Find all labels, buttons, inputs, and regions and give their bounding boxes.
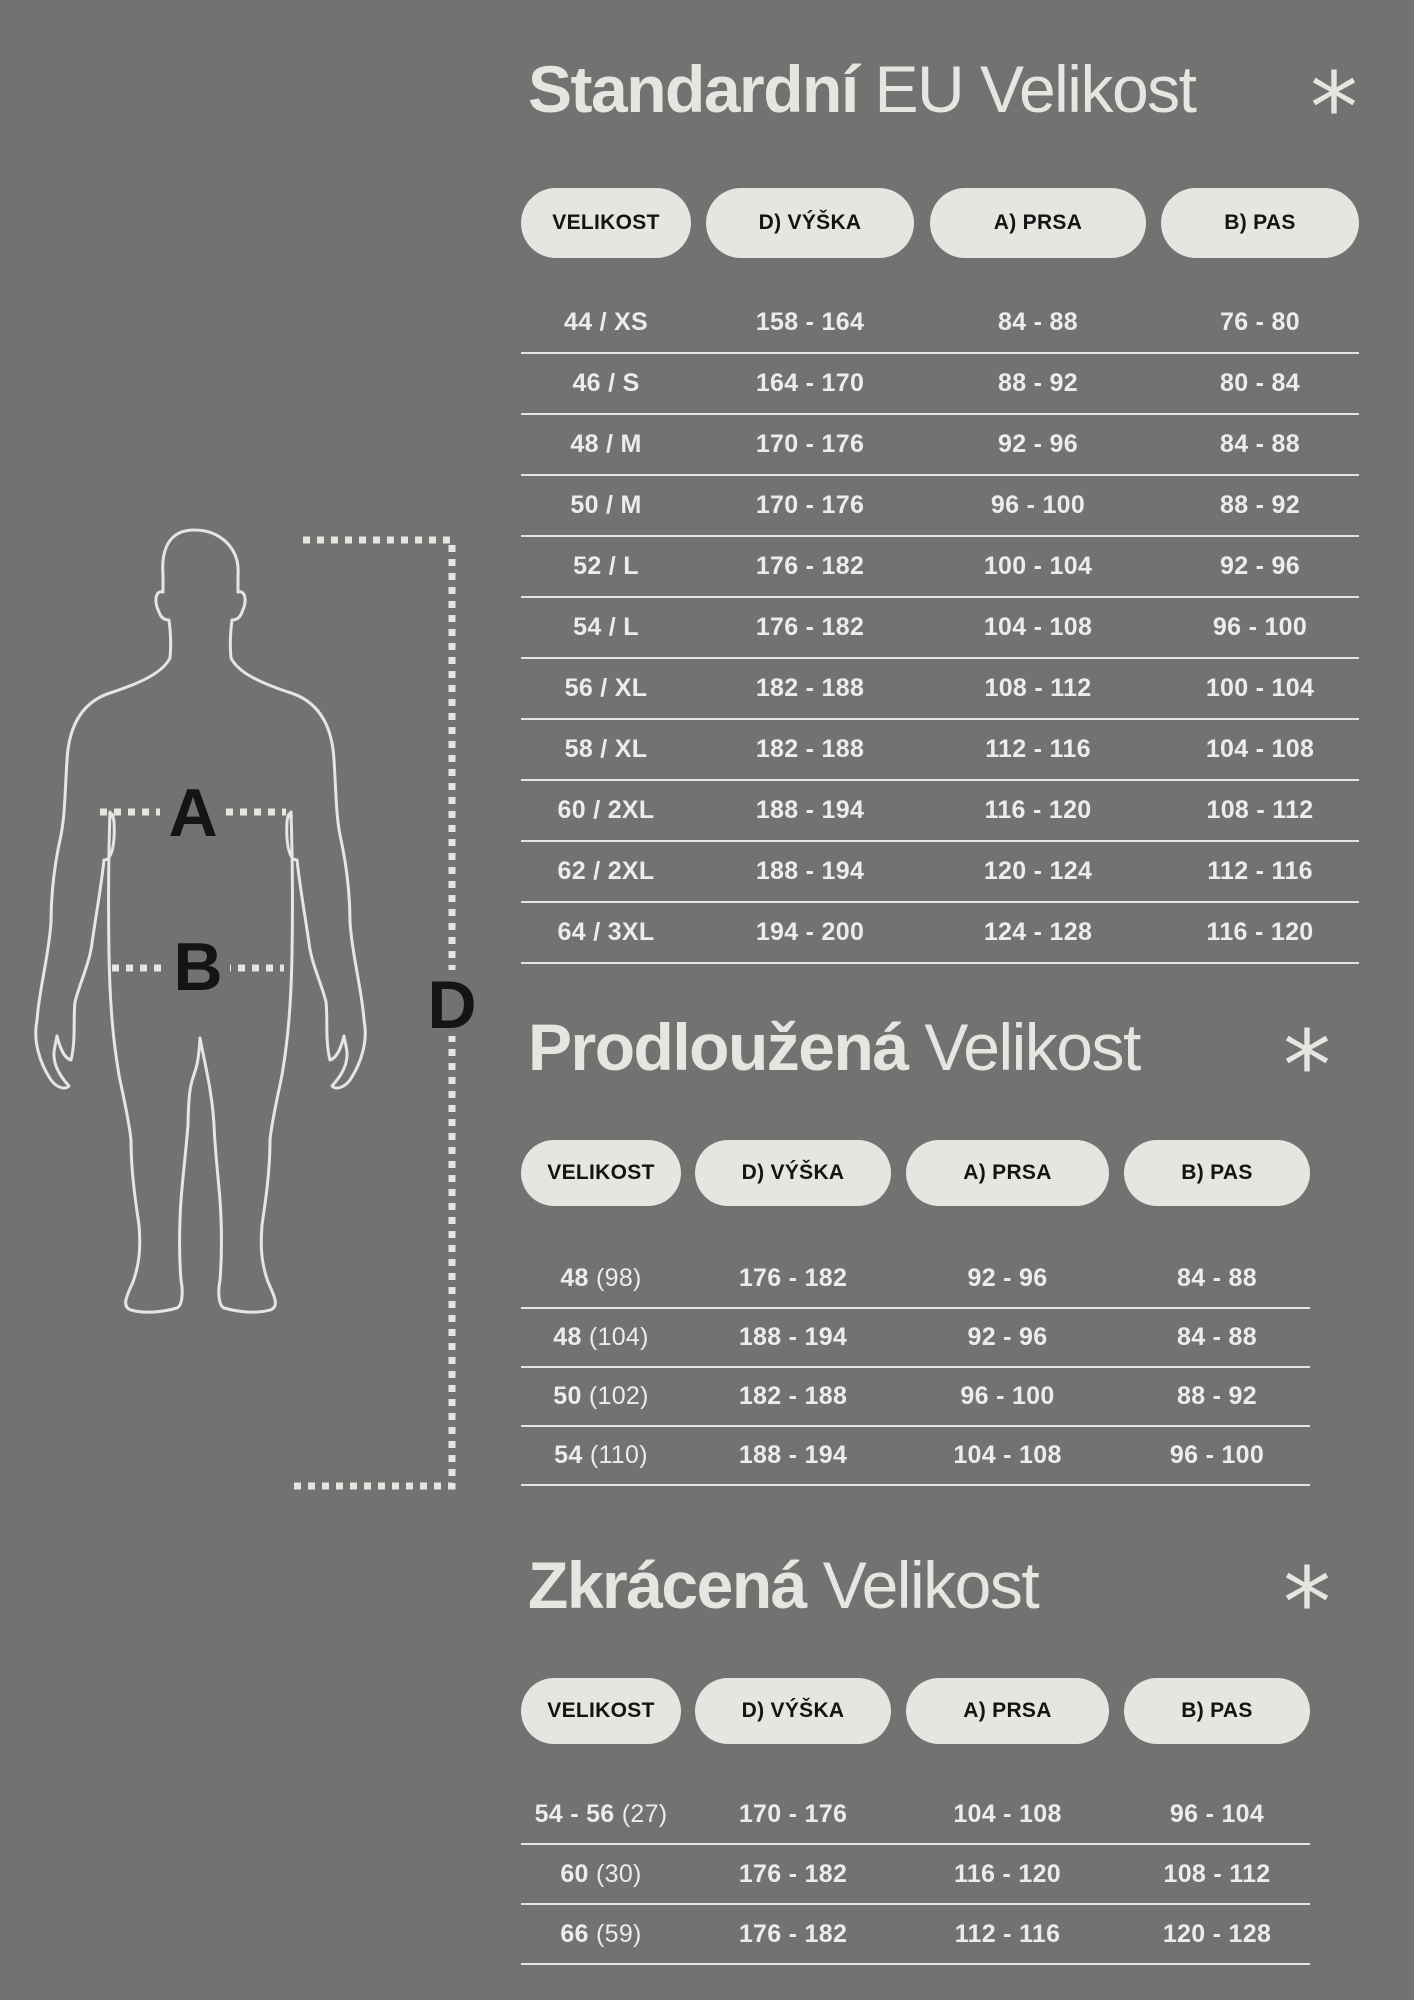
- cell-height-value: 176 - 182: [738, 1859, 848, 1888]
- table-row: [521, 537, 1359, 598]
- table-row: [521, 598, 1359, 659]
- cell-height: [706, 659, 914, 718]
- table-body: [521, 293, 1359, 964]
- cell-size: [521, 720, 691, 779]
- cell-chest: [930, 842, 1146, 901]
- cell-waist: [1161, 354, 1359, 413]
- cell-size: [521, 903, 691, 962]
- standard-size-title: [528, 52, 1196, 126]
- table-row: [521, 1309, 1310, 1368]
- cell-size-value: 48: [560, 1264, 589, 1292]
- cell-height: [706, 903, 914, 962]
- table-row: [521, 1368, 1310, 1427]
- header-height: D) VÝŠKA: [706, 188, 914, 258]
- cell-size: [521, 1905, 681, 1963]
- cell-chest-value: 100 - 104: [983, 552, 1093, 580]
- cell-waist: [1124, 1427, 1310, 1484]
- cell-size: [521, 1785, 681, 1843]
- height-label: D: [427, 967, 477, 1043]
- extended-size-table: [521, 1140, 1310, 1469]
- cell-height-value: 164 - 170: [755, 369, 865, 397]
- cell-height-value: 170 - 176: [755, 430, 865, 458]
- table-row: [521, 476, 1359, 537]
- cell-size-value: 50 / M: [570, 491, 642, 519]
- cell-size-value: 44 / XS: [563, 308, 649, 336]
- cell-size: [521, 842, 691, 901]
- cell-height: [695, 1785, 891, 1843]
- cell-height: [695, 1427, 891, 1484]
- cell-waist-value: 100 - 104: [1205, 674, 1315, 702]
- header-height: D) VÝŠKA: [695, 1678, 891, 1744]
- asterisk-icon: *: [1310, 52, 1358, 164]
- header-size: VELIKOST: [521, 1140, 681, 1206]
- cell-waist-value: 108 - 112: [1163, 1859, 1271, 1888]
- cell-chest: [930, 537, 1146, 596]
- cell-chest: [930, 720, 1146, 779]
- cell-waist-value: 84 - 88: [1177, 1323, 1257, 1351]
- cell-waist-value: 120 - 128: [1162, 1919, 1272, 1948]
- asterisk-icon: *: [1283, 1010, 1331, 1122]
- cell-height: [706, 842, 914, 901]
- extended-size-title: [528, 1010, 1140, 1084]
- cell-size-value: 58 / XL: [564, 735, 648, 763]
- cell-chest: [906, 1785, 1109, 1843]
- cell-waist-value: 96 - 104: [1169, 1799, 1265, 1828]
- cell-chest-value: 88 - 92: [998, 369, 1078, 397]
- cell-waist-value: 96 - 100: [1212, 613, 1308, 641]
- cell-size: [521, 781, 691, 840]
- cell-waist: [1161, 293, 1359, 352]
- header-height: D) VÝŠKA: [695, 1140, 891, 1206]
- cell-waist: [1161, 903, 1359, 962]
- cell-waist: [1161, 842, 1359, 901]
- cell-waist-value: 112 - 116: [1207, 857, 1313, 885]
- cell-waist-value: 104 - 108: [1205, 735, 1315, 763]
- cell-size: [521, 354, 691, 413]
- cell-size-value: 60 / 2XL: [557, 796, 655, 824]
- cell-size-value: 64 / 3XL: [557, 918, 655, 946]
- cell-waist: [1124, 1368, 1310, 1425]
- cell-size-length-code: (30): [588, 1859, 642, 1888]
- cell-waist: [1124, 1309, 1310, 1366]
- cell-chest-value: 92 - 96: [967, 1323, 1048, 1351]
- cell-size-value: 60: [560, 1859, 589, 1888]
- cell-height-value: 194 - 200: [755, 918, 865, 946]
- cell-chest-value: 112 - 116: [954, 1919, 1061, 1948]
- cell-chest: [906, 1905, 1109, 1963]
- cell-height: [706, 415, 914, 474]
- cell-size: [521, 659, 691, 718]
- header-waist: B) PAS: [1124, 1678, 1310, 1744]
- cell-waist-value: 84 - 88: [1220, 430, 1300, 458]
- table-header: [521, 1140, 1310, 1206]
- cell-chest: [906, 1845, 1109, 1903]
- cell-height: [706, 476, 914, 535]
- cell-size-value: 46 / S: [572, 369, 640, 397]
- cell-height: [706, 354, 914, 413]
- cell-chest-value: 104 - 108: [953, 1799, 1062, 1828]
- cell-chest-value: 116 - 120: [954, 1859, 1061, 1888]
- cell-waist-value: 92 - 96: [1220, 552, 1300, 580]
- table-row: [521, 659, 1359, 720]
- chest-label: A: [168, 775, 218, 851]
- cell-waist-value: 80 - 84: [1220, 369, 1300, 397]
- cell-chest: [906, 1368, 1109, 1425]
- cell-chest-value: 120 - 124: [983, 857, 1093, 885]
- cell-chest-value: 96 - 100: [990, 491, 1086, 519]
- table-row: [521, 842, 1359, 903]
- cell-size-value: 48: [553, 1323, 582, 1351]
- waist-label: B: [173, 929, 223, 1005]
- asterisk-icon: *: [1283, 1547, 1331, 1659]
- table-row: [521, 781, 1359, 842]
- cell-size-length-code: (104): [581, 1323, 649, 1351]
- table-row: [521, 1905, 1310, 1965]
- cell-height-value: 176 - 182: [755, 552, 865, 580]
- header-chest: A) PRSA: [906, 1678, 1109, 1744]
- standard-size-table: [521, 188, 1359, 946]
- table-row: [521, 1845, 1310, 1905]
- cell-waist: [1161, 659, 1359, 718]
- table-header: [521, 188, 1359, 258]
- cell-height-value: 176 - 182: [738, 1919, 848, 1948]
- cell-size-value: 48 / M: [570, 430, 642, 458]
- header-waist: B) PAS: [1161, 188, 1359, 258]
- cell-chest-value: 104 - 108: [983, 613, 1093, 641]
- cell-height-value: 188 - 194: [755, 857, 865, 885]
- cell-chest-value: 112 - 116: [985, 735, 1091, 763]
- cell-height-value: 176 - 182: [738, 1264, 848, 1292]
- cell-height-value: 158 - 164: [755, 308, 865, 336]
- table-row: [521, 415, 1359, 476]
- cell-size-value: 54: [554, 1441, 583, 1469]
- cell-chest: [930, 659, 1146, 718]
- title-strong: Prodloužená: [528, 1010, 908, 1084]
- cell-waist: [1161, 720, 1359, 779]
- cell-chest-value: 116 - 120: [984, 796, 1092, 824]
- cell-size-value: 54 - 56: [534, 1799, 615, 1828]
- table-row: [521, 1427, 1310, 1486]
- table-row: [521, 293, 1359, 354]
- cell-waist: [1124, 1785, 1310, 1843]
- cell-height-value: 170 - 176: [755, 491, 865, 519]
- cell-size-length-code: (27): [614, 1799, 668, 1828]
- cell-height-value: 188 - 194: [738, 1441, 848, 1469]
- cell-waist: [1161, 781, 1359, 840]
- cell-waist-value: 88 - 92: [1220, 491, 1300, 519]
- header-size: VELIKOST: [521, 188, 691, 258]
- cell-size-value: 50: [553, 1382, 582, 1410]
- cell-chest: [930, 415, 1146, 474]
- short-size-title: [528, 1548, 1039, 1622]
- cell-size: [521, 1845, 681, 1903]
- table-body: [521, 1250, 1310, 1486]
- cell-size-length-code: (59): [588, 1919, 642, 1948]
- cell-height: [695, 1250, 891, 1307]
- cell-waist-value: 96 - 100: [1169, 1441, 1265, 1469]
- cell-waist-value: 88 - 92: [1177, 1382, 1257, 1410]
- cell-size-value: 66: [560, 1919, 589, 1948]
- cell-size-value: 52 / L: [573, 552, 639, 580]
- measurement-lines: [100, 540, 452, 1486]
- header-waist: B) PAS: [1124, 1140, 1310, 1206]
- cell-size: [521, 1309, 681, 1366]
- cell-size-length-code: (98): [588, 1264, 642, 1292]
- cell-waist: [1161, 476, 1359, 535]
- cell-height: [706, 293, 914, 352]
- cell-waist-value: 76 - 80: [1220, 308, 1300, 336]
- cell-height: [695, 1368, 891, 1425]
- cell-chest: [930, 598, 1146, 657]
- cell-height-value: 188 - 194: [755, 796, 865, 824]
- cell-chest: [906, 1309, 1109, 1366]
- cell-size-length-code: (110): [582, 1441, 648, 1469]
- cell-chest: [930, 354, 1146, 413]
- cell-size-value: 56 / XL: [564, 674, 648, 702]
- table-row: [521, 1250, 1310, 1309]
- short-size-table: [521, 1678, 1310, 1948]
- cell-height-value: 182 - 188: [755, 674, 865, 702]
- cell-chest: [930, 903, 1146, 962]
- cell-height: [695, 1845, 891, 1903]
- cell-size-value: 62 / 2XL: [557, 857, 655, 885]
- cell-height: [706, 720, 914, 779]
- title-strong: Zkrácená: [528, 1548, 806, 1622]
- table-header: [521, 1678, 1310, 1744]
- table-row: [521, 1785, 1310, 1845]
- table-row: [521, 903, 1359, 964]
- body-measurement-figure: [0, 500, 500, 1500]
- cell-size: [521, 1368, 681, 1425]
- cell-waist: [1124, 1905, 1310, 1963]
- cell-size: [521, 537, 691, 596]
- cell-chest-value: 108 - 112: [984, 674, 1092, 702]
- header-chest: A) PRSA: [930, 188, 1146, 258]
- header-size: VELIKOST: [521, 1678, 681, 1744]
- cell-waist: [1161, 537, 1359, 596]
- cell-height-value: 182 - 188: [738, 1382, 848, 1410]
- cell-size: [521, 476, 691, 535]
- cell-waist-value: 116 - 120: [1206, 918, 1314, 946]
- cell-waist: [1124, 1845, 1310, 1903]
- cell-chest-value: 104 - 108: [953, 1441, 1062, 1469]
- cell-chest-value: 96 - 100: [960, 1382, 1055, 1410]
- title-light: EU Velikost: [857, 52, 1196, 126]
- cell-waist: [1124, 1250, 1310, 1307]
- cell-waist: [1161, 598, 1359, 657]
- title-strong: Standardní: [528, 52, 858, 126]
- cell-chest: [930, 781, 1146, 840]
- cell-waist-value: 108 - 112: [1206, 796, 1314, 824]
- cell-size: [521, 1250, 681, 1307]
- body-silhouette: [36, 530, 365, 1312]
- cell-height: [695, 1309, 891, 1366]
- cell-chest-value: 92 - 96: [998, 430, 1078, 458]
- cell-size: [521, 415, 691, 474]
- cell-chest-value: 84 - 88: [998, 308, 1078, 336]
- cell-waist-value: 84 - 88: [1177, 1264, 1257, 1292]
- cell-chest-value: 124 - 128: [983, 918, 1093, 946]
- cell-chest: [930, 293, 1146, 352]
- cell-chest: [906, 1250, 1109, 1307]
- cell-height-value: 188 - 194: [738, 1323, 848, 1351]
- header-chest: A) PRSA: [906, 1140, 1109, 1206]
- cell-size-value: 54 / L: [573, 613, 639, 641]
- cell-size: [521, 598, 691, 657]
- cell-height-value: 176 - 182: [755, 613, 865, 641]
- table-body: [521, 1785, 1310, 1965]
- cell-waist: [1161, 415, 1359, 474]
- cell-size-length-code: (102): [581, 1382, 649, 1410]
- cell-size: [521, 293, 691, 352]
- table-row: [521, 720, 1359, 781]
- title-light: Velikost: [805, 1548, 1039, 1622]
- cell-height: [706, 598, 914, 657]
- table-row: [521, 354, 1359, 415]
- cell-height: [706, 537, 914, 596]
- cell-height-value: 182 - 188: [755, 735, 865, 763]
- cell-chest: [906, 1427, 1109, 1484]
- cell-chest-value: 92 - 96: [967, 1264, 1048, 1292]
- cell-size: [521, 1427, 681, 1484]
- cell-height-value: 170 - 176: [738, 1799, 848, 1828]
- cell-height: [695, 1905, 891, 1963]
- cell-height: [706, 781, 914, 840]
- cell-chest: [930, 476, 1146, 535]
- title-light: Velikost: [907, 1010, 1140, 1084]
